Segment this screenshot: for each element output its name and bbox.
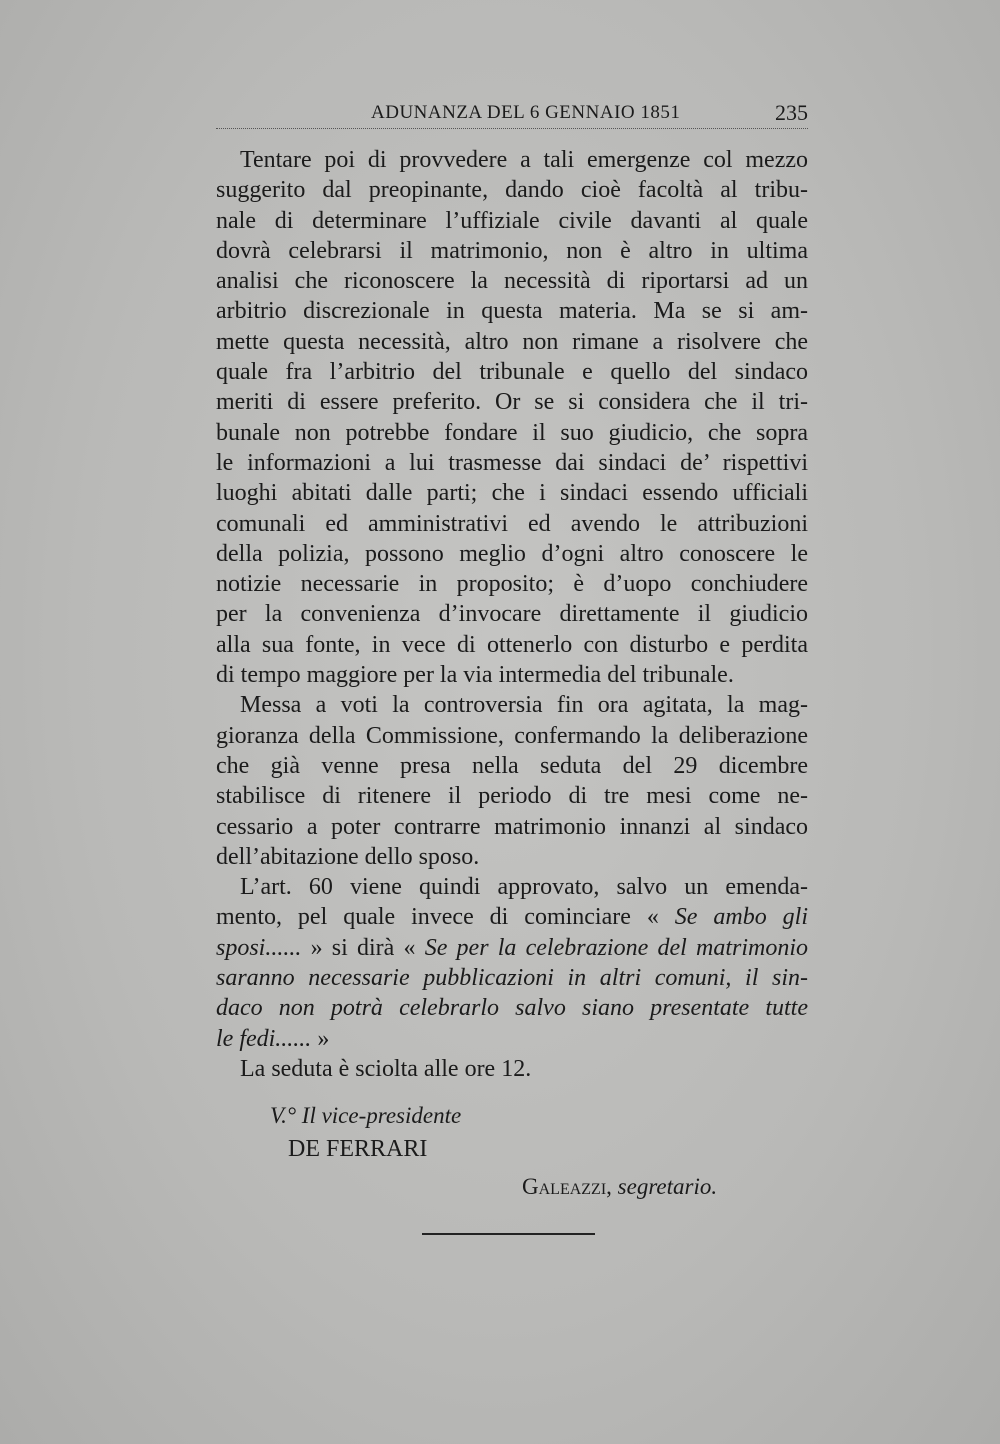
text-line: Messa a voti la controversia fin ora agitata, la mag-: [240, 692, 808, 719]
text-line: dovrà celebrarsi il matrimonio, non è altro in ultima: [216, 237, 808, 264]
signature-vise: V.° Il vice-presidente: [270, 1103, 462, 1128]
text-span: » si dirà «: [301, 934, 425, 961]
text-line: per la convenienza d’invocare direttamente il giudicio: [216, 601, 808, 628]
text-line: notizie necessarie in proposito; è d’uopo conchiudere: [216, 571, 808, 598]
text-line: suggerito dal preopinante, dando cioè facoltà al tribu-: [216, 177, 808, 204]
text-line: La seduta è sciolta alle ore 12.: [240, 1055, 532, 1082]
text-line: cessario a poter contrarre matrimonio innanzi al sindaco: [216, 813, 808, 840]
text-line: [216, 993, 808, 1023]
secretary-title: segretario.: [617, 1174, 718, 1199]
closing-rule: [422, 1233, 595, 1235]
italic-span: Se ambo gli: [674, 904, 808, 931]
text-line: meriti di essere preferito. Or se si considera che il tri-: [216, 389, 808, 416]
italic-span: saranno necessarie pubblicazioni in altri comuni, il sin-: [216, 965, 808, 992]
text-line: dell’abitazione dello sposo.: [216, 843, 480, 870]
text-line: di tempo maggiore per la via intermedia del tribunale.: [216, 662, 734, 689]
text-line: luoghi abitati dalle parti; che i sindaci essendo ufficiali: [216, 480, 808, 507]
text-line: [216, 902, 808, 932]
running-head: ADUNANZA DEL 6 GENNAIO 1851: [371, 102, 681, 123]
text-line: le informazioni a lui trasmesse dai sindaci de’ rispettivi: [216, 449, 808, 476]
italic-span: Se per la celebrazione del matrimonio: [424, 934, 808, 961]
text-line: bunale non potrebbe fondare il suo giudicio, che sopra: [216, 419, 808, 446]
text-span: »: [311, 1025, 330, 1052]
page-number: 235: [775, 100, 808, 125]
signature-name: DE FERRARI: [288, 1136, 428, 1162]
text-line: [216, 1024, 808, 1054]
text-line: analisi che riconoscere la necessità di riportarsi ad un: [216, 268, 808, 295]
page-header: [216, 100, 808, 129]
text-line: [216, 933, 808, 963]
italic-span: le fedi......: [216, 1025, 312, 1052]
italic-span: daco non potrà celebrarlo salvo siano presentate tutte: [216, 995, 808, 1022]
text-line: mette questa necessità, altro non rimane a risolvere che: [216, 328, 808, 355]
text-line: L’art. 60 viene quindi approvato, salvo un emenda-: [240, 874, 808, 901]
text-line: quale fra l’arbitrio del tribunale e quello del sindaco: [216, 359, 808, 386]
signature-secretary: [522, 1174, 717, 1200]
text-line: della polizia, possono meglio d’ogni altro conoscere le: [216, 540, 808, 567]
text-line: gioranza della Commissione, confermando la deliberazione: [216, 722, 808, 749]
text-line: nale di determinare l’uffiziale civile davanti al quale: [216, 207, 808, 234]
secretary-name: Galeazzi: [522, 1174, 607, 1199]
text-line: stabilisce di ritenere il periodo di tre mesi come ne-: [216, 783, 808, 810]
text-span: mento, pel quale invece di cominciare «: [216, 904, 675, 931]
text-line: alla sua fonte, in vece di ottenerlo con disturbo e perdita: [216, 631, 808, 658]
text-line: [216, 963, 808, 993]
body-text: [216, 145, 808, 1084]
text-line: arbitrio discrezionale in questa materia. Ma se si am-: [216, 298, 808, 325]
text-line: comunali ed amministrativi ed avendo le attribuzioni: [216, 510, 808, 537]
secretary-separator: ,: [606, 1174, 618, 1199]
text-line: che già venne presa nella seduta del 29 dicembre: [216, 752, 808, 779]
italic-span: sposi......: [216, 934, 302, 961]
text-line: Tentare poi di provvedere a tali emergenze col mezzo: [240, 147, 808, 173]
